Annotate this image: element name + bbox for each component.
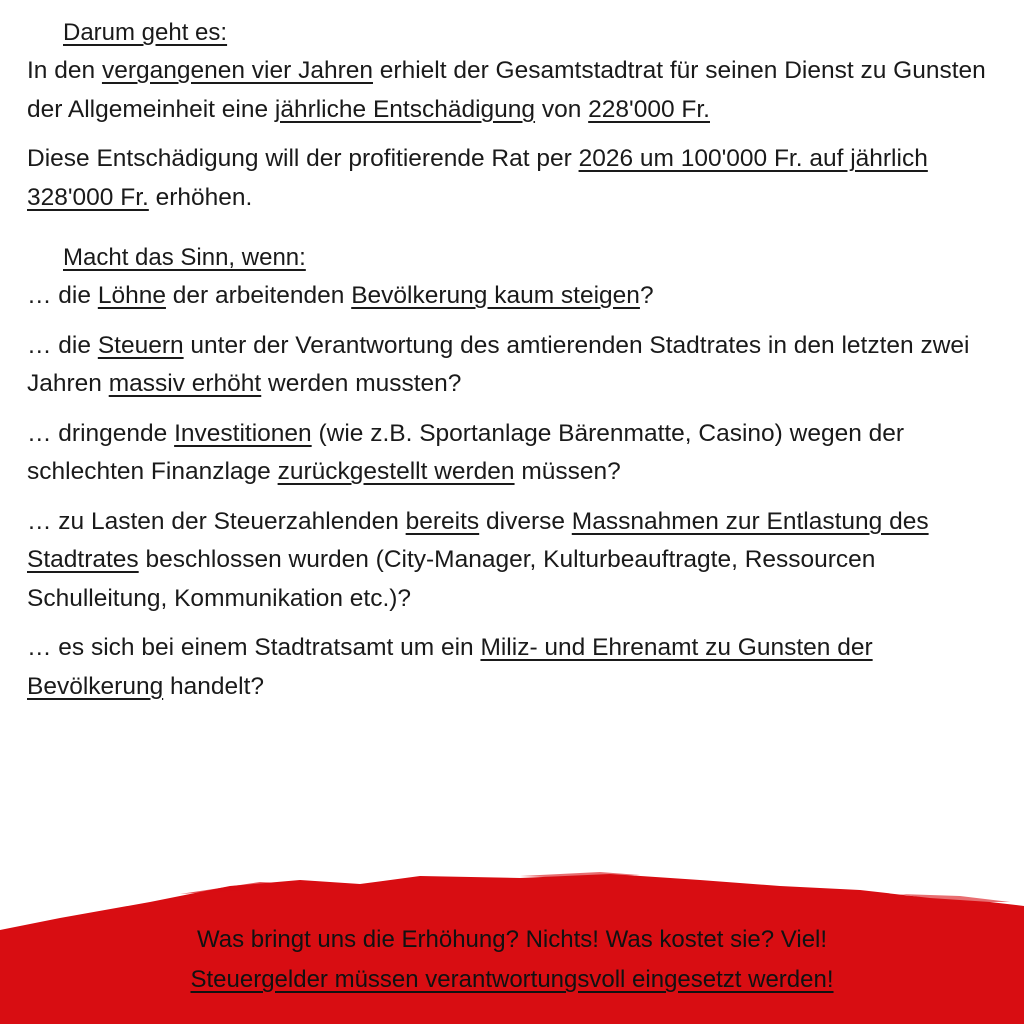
question-milizamt: … es sich bei einem Stadtratsamt um ein Miliz- und Ehrenamt zu Gunsten der Bevölkerung handelt? [27, 634, 873, 700]
red-brush-banner [0, 872, 1024, 1024]
section-heading-darum: Darum geht es: [63, 19, 228, 46]
question-loehne: … die Löhne der arbeitenden Bevölkerung kaum steigen? [27, 282, 654, 309]
question-massnahmen: … zu Lasten der Steuerzahlenden bereits diverse Massnahmen zur Entlastung des Stadtrates beschlossen wurden (City-Manager, Kulturbeauftragte, Ressourcen Schulleitung, Kommunikation etc.)? [27, 507, 929, 612]
paragraph-intro: In den vergangenen vier Jahren erhielt der Gesamtstadtrat für seinen Dienst zu Gunsten der Allgemeinheit eine jährliche Entschädigung von 228'000 Fr. [27, 57, 986, 123]
section-heading-sinn: Macht das Sinn, wenn: [63, 244, 306, 271]
banner-text [0, 920, 1024, 1000]
question-steuern: … die Steuern unter der Verantwortung des amtierenden Stadtrates in den letzten zwei Jahren massiv erhöht werden mussten? [27, 331, 970, 397]
document-body [27, 14, 1012, 706]
paragraph-increase: Diese Entschädigung will der profitierende Rat per 2026 um 100'000 Fr. auf jährlich 328'000 Fr. erhöhen. [27, 145, 928, 211]
banner-line-2: Steuergelder müssen verantwortungsvoll eingesetzt werden! [190, 966, 834, 993]
banner-line-1: Was bringt uns die Erhöhung? Nichts! Was kostet sie? Viel! [196, 926, 828, 953]
question-investitionen: … dringende Investitionen (wie z.B. Sportanlage Bärenmatte, Casino) wegen der schlechten Finanzlage zurückgestellt werden müssen? [27, 419, 905, 485]
